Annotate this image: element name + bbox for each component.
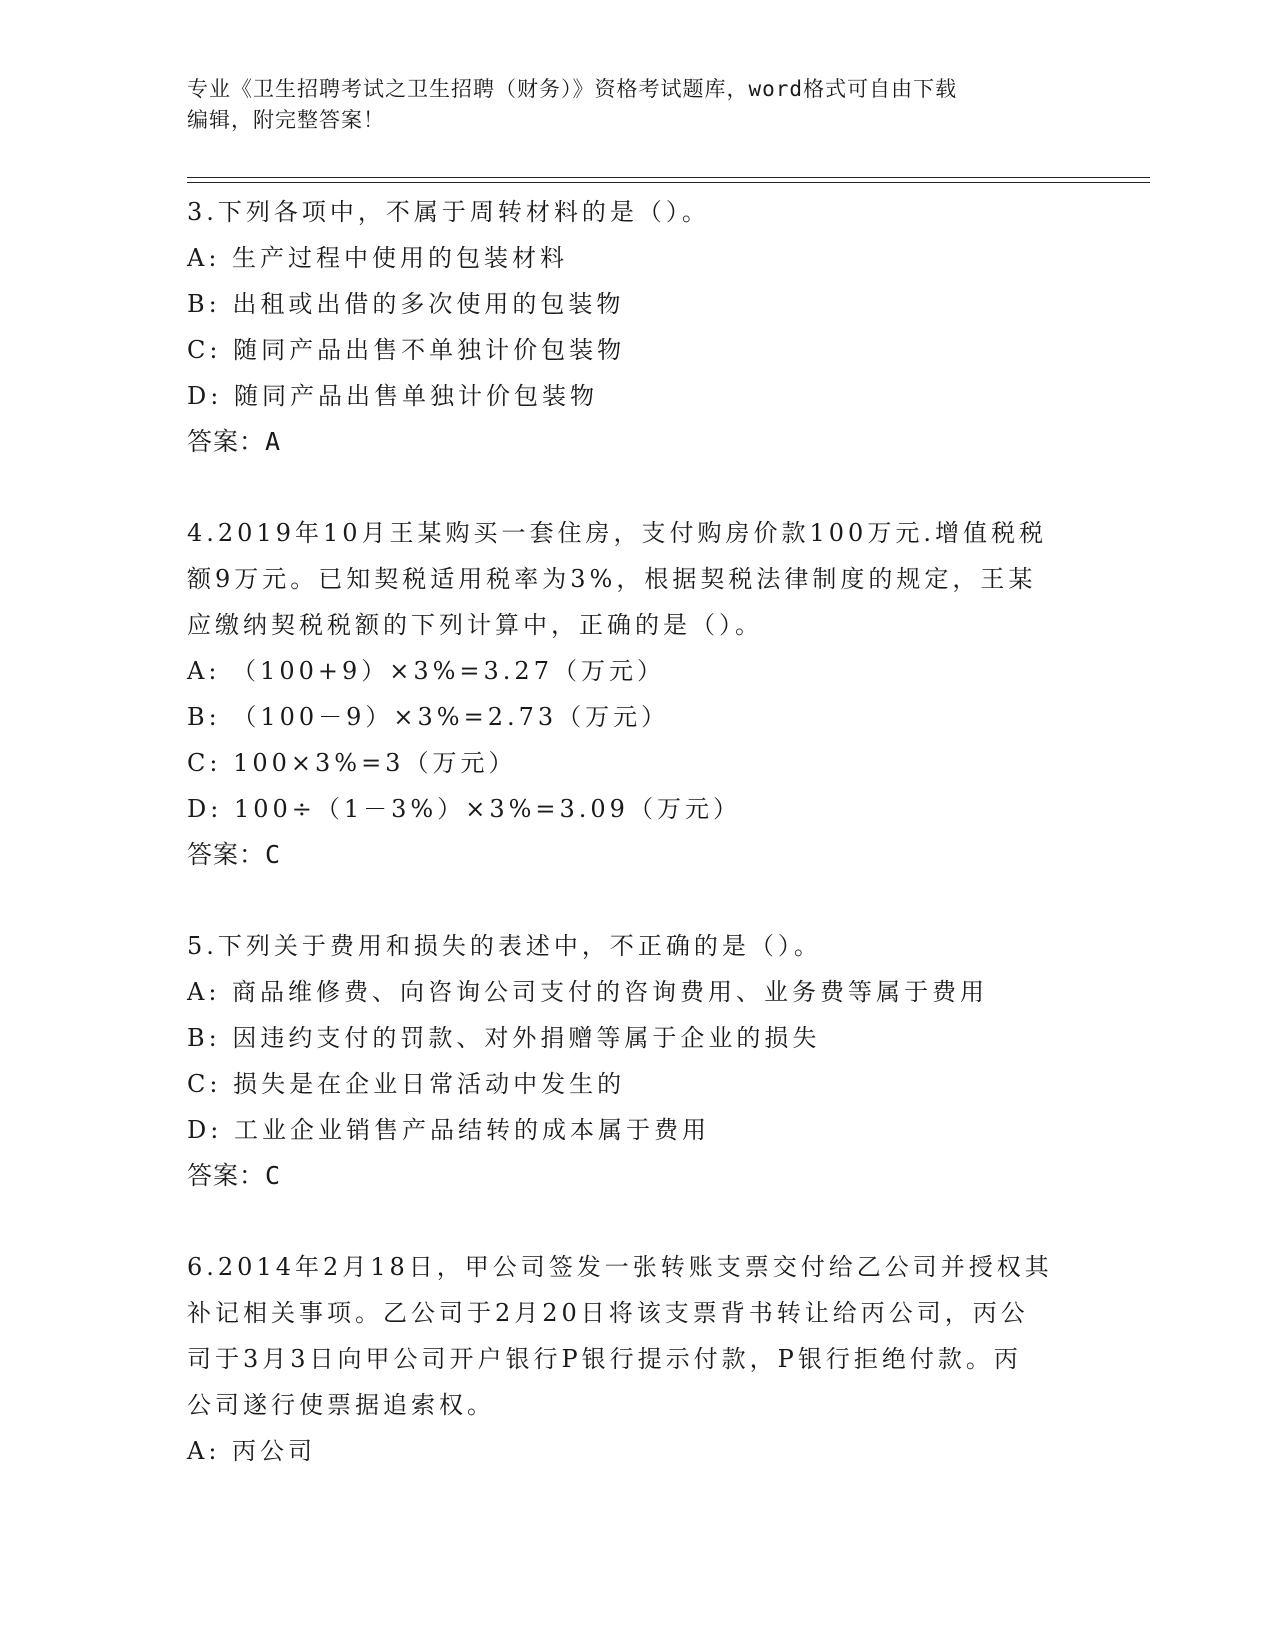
question-stem: 3.下列各项中，不属于周转材料的是（）。 (187, 198, 710, 226)
option-a: A: 商品维修费、向咨询公司支付的咨询费用、业务费等属于费用 (187, 978, 989, 1006)
option-c: C: 100×3%=3（万元） (187, 749, 517, 777)
question-stem: 公司遂行使票据追索权。 (187, 1391, 495, 1419)
question-stem: 5.下列关于费用和损失的表述中，不正确的是（）。 (187, 932, 822, 960)
question-block (187, 189, 1087, 465)
question-stem: 司于3月3日向甲公司开户银行P银行提示付款，P银行拒绝付款。丙 (187, 1345, 1022, 1373)
option-a: A: （100+9）×3%=3.27（万元） (187, 657, 665, 685)
question-list (187, 189, 1087, 1474)
question-stem: 应缴纳契税税额的下列计算中，正确的是（）。 (187, 611, 763, 639)
question-block (187, 1244, 1087, 1474)
answer-label: 答案：C (187, 840, 282, 869)
question-stem: 4.2019年10月王某购买一套住房，支付购房价款100万元.增值税税 (187, 519, 1047, 547)
header-rule-bottom (187, 182, 1150, 183)
option-a: A: 生产过程中使用的包装材料 (187, 244, 569, 272)
option-a: A: 丙公司 (187, 1437, 317, 1465)
header-line-1: 专业《卫生招聘考试之卫生招聘（财务）》资格考试题库，word格式可自由下载 (187, 77, 958, 101)
option-d: D: 随同产品出售单独计价包装物 (187, 382, 598, 410)
option-c: C: 损失是在企业日常活动中发生的 (187, 1070, 626, 1098)
header-rule-top (187, 177, 1150, 178)
option-c: C: 随同产品出售不单独计价包装物 (187, 336, 626, 364)
option-b: B: 因违约支付的罚款、对外捐赠等属于企业的损失 (187, 1024, 821, 1052)
option-d: D: 100÷（1－3%）×3%=3.09（万元） (187, 795, 741, 823)
question-stem: 6.2014年2月18日，甲公司签发一张转账支票交付给乙公司并授权其 (187, 1253, 1053, 1281)
option-b: B: （100－9）×3%=2.73（万元） (187, 703, 670, 731)
question-block (187, 923, 1087, 1199)
answer-label: 答案：C (187, 1161, 282, 1190)
option-b: B: 出租或出借的多次使用的包装物 (187, 290, 625, 318)
option-d: D: 工业企业销售产品结转的成本属于费用 (187, 1116, 710, 1144)
answer-label: 答案：A (187, 427, 282, 456)
question-block (187, 510, 1087, 878)
header-line-2: 编辑，附完整答案！ (187, 108, 385, 132)
question-stem: 额9万元。已知契税适用税率为3%，根据契税法律制度的规定，王某 (187, 565, 1037, 593)
document-header (187, 74, 1087, 136)
question-stem: 补记相关事项。乙公司于2月20日将该支票背书转让给丙公司，丙公 (187, 1299, 1029, 1327)
